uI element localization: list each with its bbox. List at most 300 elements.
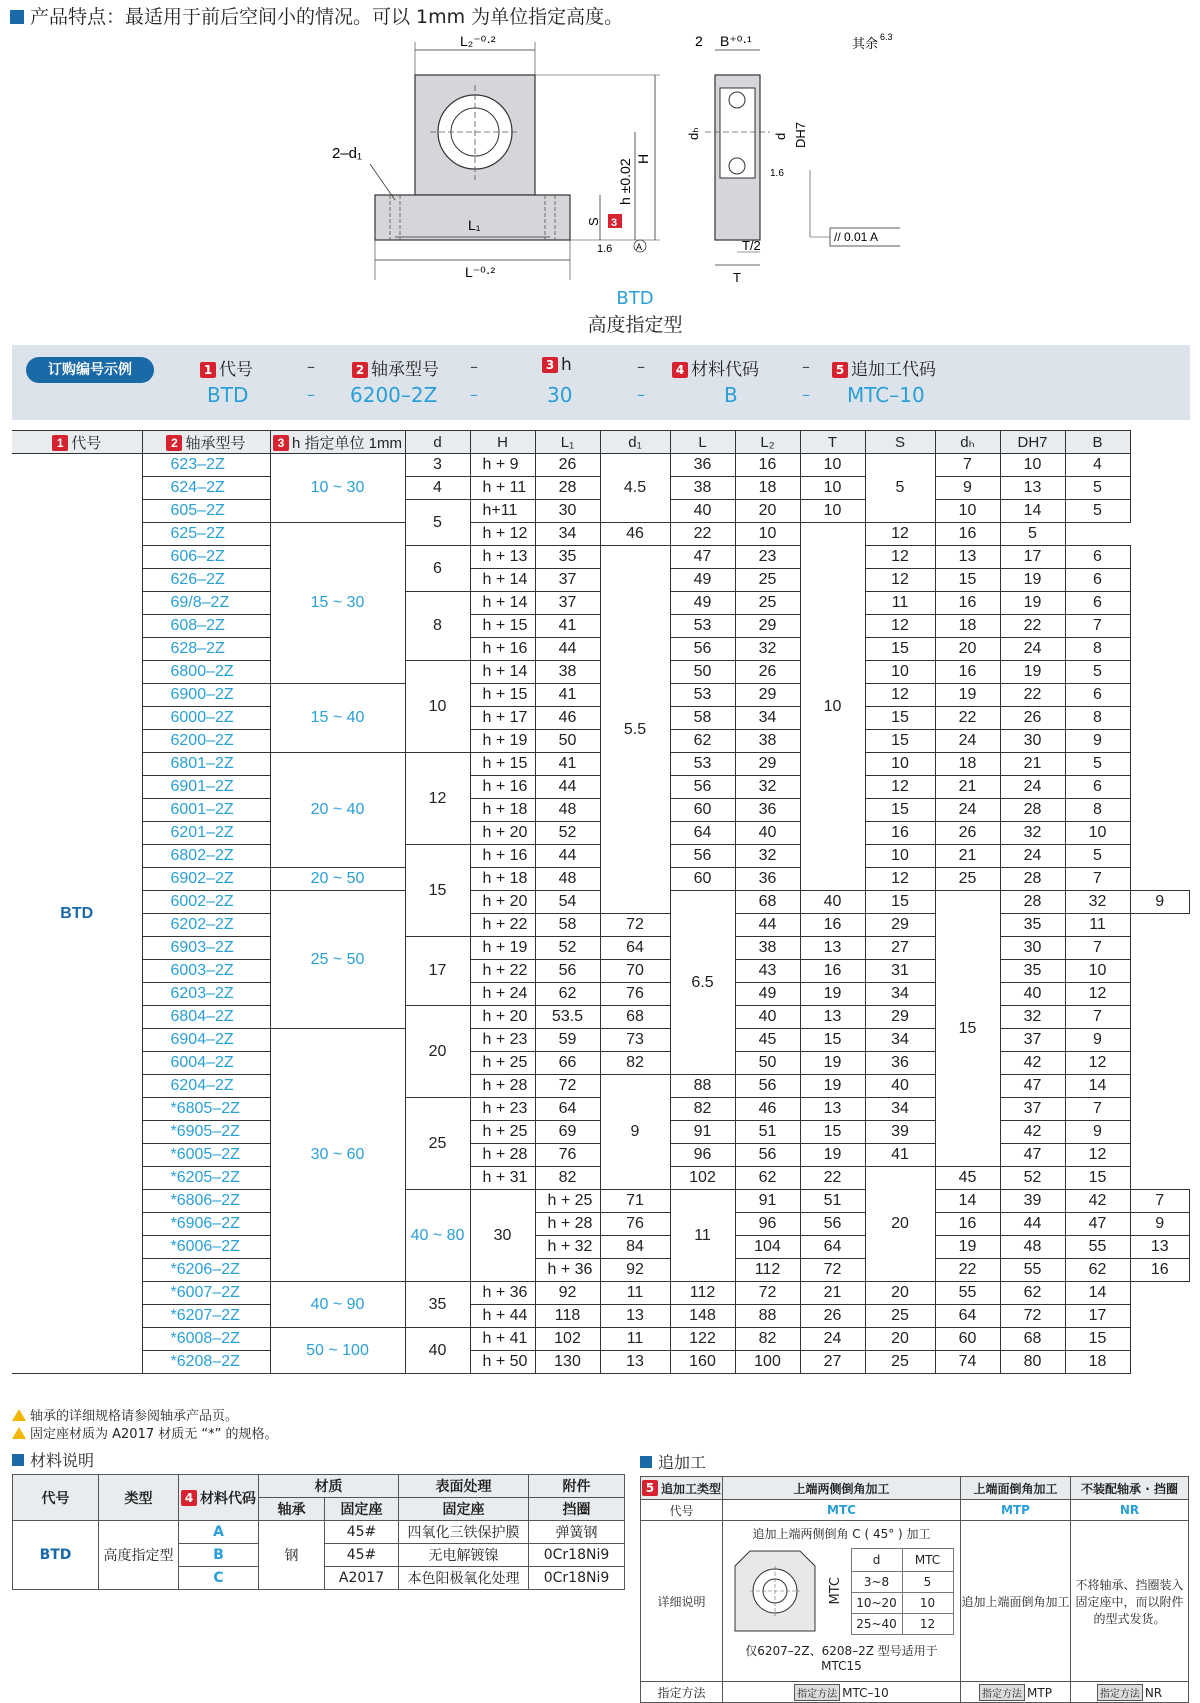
dh-cell: 16 bbox=[935, 661, 1000, 684]
DH7-cell: 42 bbox=[1000, 1052, 1065, 1075]
d-cell: 15 bbox=[405, 845, 470, 937]
T-cell: 11 bbox=[865, 592, 935, 615]
table-row bbox=[641, 1682, 1189, 1703]
H-cell: h + 23 bbox=[470, 1098, 535, 1121]
T-cell: 12 bbox=[865, 569, 935, 592]
dh-cell: 18 bbox=[935, 753, 1000, 776]
dh-cell: 19 bbox=[935, 684, 1000, 707]
L1-cell: 26 bbox=[535, 454, 600, 477]
L1-cell: 64 bbox=[535, 1098, 600, 1121]
bearing-cell: *6805–2Z bbox=[142, 1098, 270, 1121]
T-cell: 16 bbox=[800, 960, 865, 983]
H-cell: h + 19 bbox=[470, 730, 535, 753]
add-col-mtc: 上端两侧倒角加工 bbox=[723, 1477, 961, 1500]
table-row bbox=[12, 937, 1190, 960]
L2-cell: 34 bbox=[735, 707, 800, 730]
L1-cell: 76 bbox=[535, 1144, 600, 1167]
mat-seat: 45# bbox=[325, 1521, 399, 1544]
add-row-code-label: 代号 bbox=[641, 1500, 723, 1521]
dim-T2-label: T/2 bbox=[742, 238, 761, 253]
order-field-1-label: 1 代号 bbox=[200, 355, 253, 380]
materials-table bbox=[12, 1474, 625, 1590]
L2-cell: 25 bbox=[735, 569, 800, 592]
mat-col-material: 材质 bbox=[259, 1475, 399, 1498]
T-cell: 13 bbox=[800, 937, 865, 960]
L-cell: 112 bbox=[670, 1282, 735, 1305]
warning-icon bbox=[12, 1427, 26, 1439]
DH7-cell: 28 bbox=[1000, 868, 1065, 891]
L-cell: 112 bbox=[735, 1259, 800, 1282]
H-cell: h + 20 bbox=[470, 891, 535, 914]
H-cell: h + 41 bbox=[470, 1328, 535, 1351]
L1-cell: 30 bbox=[535, 500, 600, 523]
d-cell: 10 bbox=[405, 661, 470, 753]
DH7-cell: 14 bbox=[1000, 500, 1065, 523]
H-cell: h + 15 bbox=[470, 615, 535, 638]
L-cell: 96 bbox=[670, 1144, 735, 1167]
L1-cell: 44 bbox=[535, 845, 600, 868]
B-cell: 6 bbox=[1065, 684, 1130, 707]
d-cell: 12 bbox=[405, 753, 470, 845]
T-cell: 15 bbox=[865, 799, 935, 822]
T-cell: 15 bbox=[865, 730, 935, 753]
add-mtp-spec: 指定方法 MTP bbox=[961, 1682, 1071, 1703]
callout-3-number: 3 bbox=[611, 217, 618, 229]
add-col-type: 5 追加工类型 bbox=[641, 1477, 723, 1500]
mat-ring: 弹簧钢 bbox=[529, 1521, 625, 1544]
L2-cell: 29 bbox=[735, 753, 800, 776]
B-cell: 15 bbox=[1065, 1167, 1130, 1190]
dh-cell: 74 bbox=[935, 1351, 1000, 1374]
dim-h-tolerance-label: h ±0.02 bbox=[617, 158, 633, 205]
L1-cell: 71 bbox=[600, 1190, 670, 1213]
L2-cell: 56 bbox=[800, 1213, 865, 1236]
add-mtc-spec: 指定方法 MTC–10 bbox=[723, 1682, 961, 1703]
L1-cell: 41 bbox=[535, 684, 600, 707]
T-cell: 10 bbox=[865, 753, 935, 776]
B-cell: 7 bbox=[1065, 1098, 1130, 1121]
T-cell: 19 bbox=[800, 1075, 865, 1098]
dh-cell: 9 bbox=[935, 477, 1000, 500]
bearing-cell: *6906–2Z bbox=[142, 1213, 270, 1236]
hrange-cell: 20 ~ 40 bbox=[270, 753, 405, 868]
bearing-cell: 6200–2Z bbox=[142, 730, 270, 753]
B-cell: 14 bbox=[1065, 1282, 1130, 1305]
code-cell: BTD bbox=[12, 454, 142, 1374]
H-cell: h + 13 bbox=[470, 546, 535, 569]
mat-col-bearing: 轴承 bbox=[259, 1498, 325, 1521]
B-cell: 7 bbox=[1130, 1190, 1190, 1213]
DH7-cell: 62 bbox=[1000, 1282, 1065, 1305]
L-cell: 122 bbox=[670, 1328, 735, 1351]
L-cell: 82 bbox=[600, 1052, 670, 1075]
bearing-cell: 626–2Z bbox=[142, 569, 270, 592]
DH7-cell: 22 bbox=[1000, 684, 1065, 707]
L-cell: 68 bbox=[600, 1006, 670, 1029]
dh-cell: 25 bbox=[935, 868, 1000, 891]
L2-cell: 82 bbox=[735, 1328, 800, 1351]
mat-type: 高度指定型 bbox=[99, 1521, 179, 1590]
B-cell: 9 bbox=[1130, 891, 1190, 914]
order-example-panel bbox=[12, 345, 1190, 420]
DH7-cell: 28 bbox=[1000, 799, 1065, 822]
L-cell: 58 bbox=[670, 707, 735, 730]
bearing-cell: 6000–2Z bbox=[142, 707, 270, 730]
bearing-cell: 6202–2Z bbox=[142, 914, 270, 937]
L-cell: 102 bbox=[670, 1167, 735, 1190]
add-nr-code: NR bbox=[1071, 1500, 1189, 1521]
dh-cell: 36 bbox=[865, 1052, 935, 1075]
L-cell: 82 bbox=[670, 1098, 735, 1121]
T-cell: 13 bbox=[800, 1098, 865, 1121]
materials-section-title: 材料说明 bbox=[12, 1448, 94, 1471]
model-type-caption: 高度指定型 bbox=[587, 314, 683, 336]
H-cell: h + 44 bbox=[470, 1305, 535, 1328]
DH7-cell: 19 bbox=[1000, 592, 1065, 615]
L2-cell: 51 bbox=[800, 1190, 865, 1213]
d-cell: 40 bbox=[405, 1328, 470, 1374]
bearing-cell: 605–2Z bbox=[142, 500, 270, 523]
table-row bbox=[12, 1006, 1190, 1029]
roughness-6-3-label: 6.3 bbox=[880, 32, 893, 42]
col-L: L bbox=[670, 431, 735, 454]
T-cell: 16 bbox=[935, 1213, 1000, 1236]
d-cell: 8 bbox=[405, 592, 470, 661]
d-cell: 20 bbox=[405, 1006, 470, 1098]
mat-col-code: 代号 bbox=[13, 1475, 99, 1521]
parallelism-label: // 0.01 A bbox=[834, 230, 879, 244]
dim-T-label: T bbox=[733, 270, 741, 285]
L-cell: 56 bbox=[670, 845, 735, 868]
mat-ring: 0Cr18Ni9 bbox=[529, 1567, 625, 1590]
L1-cell: 44 bbox=[535, 638, 600, 661]
H-cell: h+11 bbox=[470, 500, 535, 523]
L2-cell: 22 bbox=[670, 523, 735, 546]
L2-cell: 29 bbox=[735, 684, 800, 707]
L-cell: 53 bbox=[670, 753, 735, 776]
DH7-cell: 72 bbox=[1000, 1305, 1065, 1328]
table-row bbox=[12, 1213, 1190, 1236]
add-mtc-code: MTC bbox=[723, 1500, 961, 1521]
L1-cell: 58 bbox=[535, 914, 600, 937]
B-cell: 7 bbox=[1065, 868, 1130, 891]
DH7-cell: 17 bbox=[1000, 546, 1065, 569]
L-cell: 56 bbox=[670, 638, 735, 661]
bearing-cell: 623–2Z bbox=[142, 454, 270, 477]
B-cell: 8 bbox=[1065, 799, 1130, 822]
col-T: T bbox=[800, 431, 865, 454]
DH7-cell: 32 bbox=[1065, 891, 1130, 914]
d1-cell: 6.5 bbox=[670, 891, 735, 1075]
DH7-cell: 37 bbox=[1000, 1029, 1065, 1052]
DH7-cell: 22 bbox=[1000, 615, 1065, 638]
T-cell: 12 bbox=[865, 546, 935, 569]
bearing-cell: 6001–2Z bbox=[142, 799, 270, 822]
L1-cell: 50 bbox=[535, 730, 600, 753]
col-B: B bbox=[1065, 431, 1130, 454]
mat-surface: 本色阳极氧化处理 bbox=[399, 1567, 529, 1590]
dim-B-label: B⁺⁰·¹ bbox=[720, 33, 752, 49]
T-cell: 15 bbox=[865, 891, 935, 914]
square-bullet-icon bbox=[640, 1456, 652, 1468]
order-dash: – bbox=[470, 385, 478, 404]
L2-cell: 29 bbox=[735, 615, 800, 638]
add-col-nr: 不装配轴承 · 挡圈 bbox=[1071, 1477, 1189, 1500]
dim-2-label: 2 bbox=[695, 33, 703, 49]
DH7-cell: 55 bbox=[1065, 1236, 1130, 1259]
L1-cell: 56 bbox=[535, 960, 600, 983]
H-cell: h + 15 bbox=[470, 684, 535, 707]
B-cell: 11 bbox=[1065, 914, 1130, 937]
L2-cell: 50 bbox=[735, 1052, 800, 1075]
mtc-title: 追加上端两侧倒角 C ( 45° ) 加工 bbox=[752, 1527, 931, 1541]
bearing-cell: 624–2Z bbox=[142, 477, 270, 500]
L-cell: 148 bbox=[670, 1305, 735, 1328]
B-cell: 12 bbox=[1065, 983, 1130, 1006]
L1-cell: 37 bbox=[535, 592, 600, 615]
B-cell: 6 bbox=[1065, 776, 1130, 799]
hrange-cell: 10 ~ 30 bbox=[270, 454, 405, 523]
S-cell: 20 bbox=[865, 1282, 935, 1305]
bearing-cell: 6904–2Z bbox=[142, 1029, 270, 1052]
order-field-3-label: 3 h bbox=[542, 355, 572, 375]
T-cell: 14 bbox=[935, 1190, 1000, 1213]
T-cell: 12 bbox=[865, 868, 935, 891]
T-cell: 13 bbox=[800, 1006, 865, 1029]
hrange-cell: 15 ~ 40 bbox=[270, 684, 405, 753]
L1-cell: 44 bbox=[535, 776, 600, 799]
col-code: 1 代号 bbox=[12, 431, 142, 454]
B-cell: 5 bbox=[1065, 845, 1130, 868]
bearing-cell: *6006–2Z bbox=[142, 1236, 270, 1259]
dh-cell: 31 bbox=[865, 960, 935, 983]
L-cell: 96 bbox=[735, 1213, 800, 1236]
L1-cell: 72 bbox=[535, 1075, 600, 1098]
DH7-cell: 19 bbox=[1000, 569, 1065, 592]
T-cell: 19 bbox=[800, 1052, 865, 1075]
B-cell: 13 bbox=[1130, 1236, 1190, 1259]
T-cell: 10 bbox=[865, 845, 935, 868]
dh-cell: 12 bbox=[865, 523, 935, 546]
hrange-cell: 15 ~ 30 bbox=[270, 523, 405, 684]
L2-cell: 18 bbox=[735, 477, 800, 500]
B-cell: 6 bbox=[1065, 592, 1130, 615]
L2-cell: 51 bbox=[735, 1121, 800, 1144]
DH7-cell: 35 bbox=[1000, 960, 1065, 983]
hrange-cell: 50 ~ 100 bbox=[270, 1328, 405, 1374]
B-cell: 9 bbox=[1130, 1213, 1190, 1236]
L2-cell: 32 bbox=[735, 638, 800, 661]
roughness-1-6b-label: 1.6 bbox=[770, 168, 784, 179]
dh-cell: 18 bbox=[935, 615, 1000, 638]
H-cell: h + 9 bbox=[470, 454, 535, 477]
L2-cell: 56 bbox=[735, 1144, 800, 1167]
bearing-cell: *6007–2Z bbox=[142, 1282, 270, 1305]
mat-col-seat: 固定座 bbox=[325, 1498, 399, 1521]
L-cell: 50 bbox=[670, 661, 735, 684]
table-row bbox=[13, 1521, 625, 1544]
table-row bbox=[12, 1351, 1190, 1374]
dh-cell: 41 bbox=[865, 1144, 935, 1167]
additional-section-title: 追加工 bbox=[640, 1450, 706, 1473]
mat-col-matcode: 4 材料代码 bbox=[179, 1475, 259, 1521]
H-cell: h + 22 bbox=[470, 960, 535, 983]
L2-cell: 56 bbox=[735, 1075, 800, 1098]
bearing-cell: 6900–2Z bbox=[142, 684, 270, 707]
L1-cell: 92 bbox=[535, 1282, 600, 1305]
T-cell: 12 bbox=[865, 776, 935, 799]
order-dash: – bbox=[802, 385, 810, 404]
order-field-3-value: 30 bbox=[547, 383, 573, 407]
L2-cell: 88 bbox=[735, 1305, 800, 1328]
B-cell: 5 bbox=[1000, 523, 1065, 546]
L1-cell: 54 bbox=[535, 891, 600, 914]
H-cell: h + 16 bbox=[470, 638, 535, 661]
mat-row-code: A bbox=[179, 1521, 259, 1544]
H-cell: h + 12 bbox=[470, 523, 535, 546]
bearing-cell: 606–2Z bbox=[142, 546, 270, 569]
d-cell: 4 bbox=[405, 477, 470, 500]
notes bbox=[12, 1408, 277, 1444]
L-cell: 56 bbox=[670, 776, 735, 799]
L-cell: 70 bbox=[600, 960, 670, 983]
bearing-cell: 6901–2Z bbox=[142, 776, 270, 799]
bearing-cell: *6905–2Z bbox=[142, 1121, 270, 1144]
L-cell: 49 bbox=[670, 592, 735, 615]
DH7-cell: 62 bbox=[1065, 1259, 1130, 1282]
B-cell: 12 bbox=[1065, 1052, 1130, 1075]
DH7-cell: 24 bbox=[1000, 776, 1065, 799]
note-1: 轴承的详细规格请参阅轴承产品页。 bbox=[12, 1408, 277, 1426]
bearing-cell: 6003–2Z bbox=[142, 960, 270, 983]
bearing-cell: *6806–2Z bbox=[142, 1190, 270, 1213]
dh-cell: 60 bbox=[935, 1328, 1000, 1351]
col-H: H bbox=[470, 431, 535, 454]
L2-cell: 26 bbox=[735, 661, 800, 684]
dh-cell: 20 bbox=[935, 638, 1000, 661]
dh-cell: 45 bbox=[935, 1167, 1000, 1190]
L1-cell: 37 bbox=[535, 569, 600, 592]
dh-cell: 28 bbox=[1000, 891, 1065, 914]
datum-A-label: A bbox=[636, 242, 643, 252]
dim-L1-label: L₁ bbox=[468, 217, 481, 233]
H-cell: h + 16 bbox=[470, 776, 535, 799]
hrange-cell: 20 ~ 50 bbox=[270, 868, 405, 891]
dim-S-label: S bbox=[586, 217, 601, 226]
L2-cell: 49 bbox=[735, 983, 800, 1006]
L2-cell: 38 bbox=[735, 937, 800, 960]
L2-cell: 46 bbox=[735, 1098, 800, 1121]
DH7-cell: 30 bbox=[1000, 937, 1065, 960]
L-cell: 49 bbox=[670, 569, 735, 592]
hrange-cell: 25 ~ 50 bbox=[270, 891, 405, 1029]
col-DH7: DH7 bbox=[1000, 431, 1065, 454]
bearing-cell: 6204–2Z bbox=[142, 1075, 270, 1098]
H-cell: h + 31 bbox=[470, 1167, 535, 1190]
DH7-cell: 80 bbox=[1000, 1351, 1065, 1374]
dh-cell: 39 bbox=[865, 1121, 935, 1144]
table-row bbox=[12, 1259, 1190, 1282]
L1-cell: 46 bbox=[535, 707, 600, 730]
L2-cell: 32 bbox=[735, 845, 800, 868]
L1-cell: 48 bbox=[535, 868, 600, 891]
T-cell: 10 bbox=[800, 454, 865, 477]
L2-cell: 38 bbox=[735, 730, 800, 753]
H-cell: h + 18 bbox=[470, 868, 535, 891]
S-cell: 25 bbox=[865, 1351, 935, 1374]
L-cell: 73 bbox=[600, 1029, 670, 1052]
col-bearing: 2 轴承型号 bbox=[142, 431, 270, 454]
bearing-cell: 6902–2Z bbox=[142, 868, 270, 891]
DH7-cell: 26 bbox=[1000, 707, 1065, 730]
order-field-5-label: 5 追加工代码 bbox=[832, 355, 936, 380]
DH7-cell: 13 bbox=[1000, 477, 1065, 500]
feature-description: 产品特点：最适用于前后空间小的情况。可以 1mm 为单位指定高度。 bbox=[10, 2, 623, 29]
H-cell: h + 18 bbox=[470, 799, 535, 822]
bearing-cell: 6903–2Z bbox=[142, 937, 270, 960]
col-d1: d₁ bbox=[600, 431, 670, 454]
T-cell: 19 bbox=[800, 983, 865, 1006]
bearing-cell: 6201–2Z bbox=[142, 822, 270, 845]
DH7-cell: 47 bbox=[1065, 1213, 1130, 1236]
H-cell: h + 28 bbox=[470, 1075, 535, 1098]
dh-cell: 24 bbox=[935, 799, 1000, 822]
dh-cell: 34 bbox=[865, 1029, 935, 1052]
mtc-chamfer-drawing bbox=[730, 1546, 820, 1636]
T-cell: 22 bbox=[935, 1259, 1000, 1282]
d1-cell: 13 bbox=[600, 1305, 670, 1328]
mat-row-code: C bbox=[179, 1567, 259, 1590]
T-cell: 26 bbox=[800, 1305, 865, 1328]
L1-cell: 59 bbox=[535, 1029, 600, 1052]
dh-cell: 34 bbox=[865, 983, 935, 1006]
B-cell: 5 bbox=[1065, 753, 1130, 776]
add-row-spec-label: 指定方法 bbox=[641, 1682, 723, 1703]
B-cell: 9 bbox=[1065, 1121, 1130, 1144]
mat-seat: A2017 bbox=[325, 1567, 399, 1590]
L1-cell: 52 bbox=[535, 937, 600, 960]
mat-col-surface: 表面处理 bbox=[399, 1475, 529, 1498]
dh-cell: 26 bbox=[935, 822, 1000, 845]
DH7-cell: 24 bbox=[1000, 638, 1065, 661]
T-cell: 21 bbox=[800, 1282, 865, 1305]
L1-cell: 52 bbox=[535, 822, 600, 845]
L2-cell: 25 bbox=[735, 592, 800, 615]
d-cell: 35 bbox=[405, 1282, 470, 1328]
L2-cell: 32 bbox=[735, 776, 800, 799]
mat-col-accessory: 附件 bbox=[529, 1475, 625, 1498]
T-cell: 19 bbox=[935, 1236, 1000, 1259]
dh-cell: 29 bbox=[865, 1006, 935, 1029]
B-cell: 8 bbox=[1065, 707, 1130, 730]
add-nr-spec: 指定方法 NR bbox=[1071, 1682, 1189, 1703]
B-cell: 9 bbox=[1065, 730, 1130, 753]
d1-cell: 11 bbox=[600, 1282, 670, 1305]
bearing-cell: 69/8–2Z bbox=[142, 592, 270, 615]
d1-cell: 13 bbox=[600, 1351, 670, 1374]
L-cell: 160 bbox=[670, 1351, 735, 1374]
B-cell: 10 bbox=[1065, 822, 1130, 845]
square-bullet-icon bbox=[10, 10, 24, 24]
H-cell: h + 19 bbox=[470, 937, 535, 960]
d1-cell: 11 bbox=[670, 1190, 735, 1282]
T-cell: 15 bbox=[865, 638, 935, 661]
L-cell: 88 bbox=[670, 1075, 735, 1098]
L-cell: 47 bbox=[670, 546, 735, 569]
dh-cell: 40 bbox=[865, 1075, 935, 1098]
T-cell: 16 bbox=[865, 822, 935, 845]
L1-cell: 48 bbox=[535, 799, 600, 822]
